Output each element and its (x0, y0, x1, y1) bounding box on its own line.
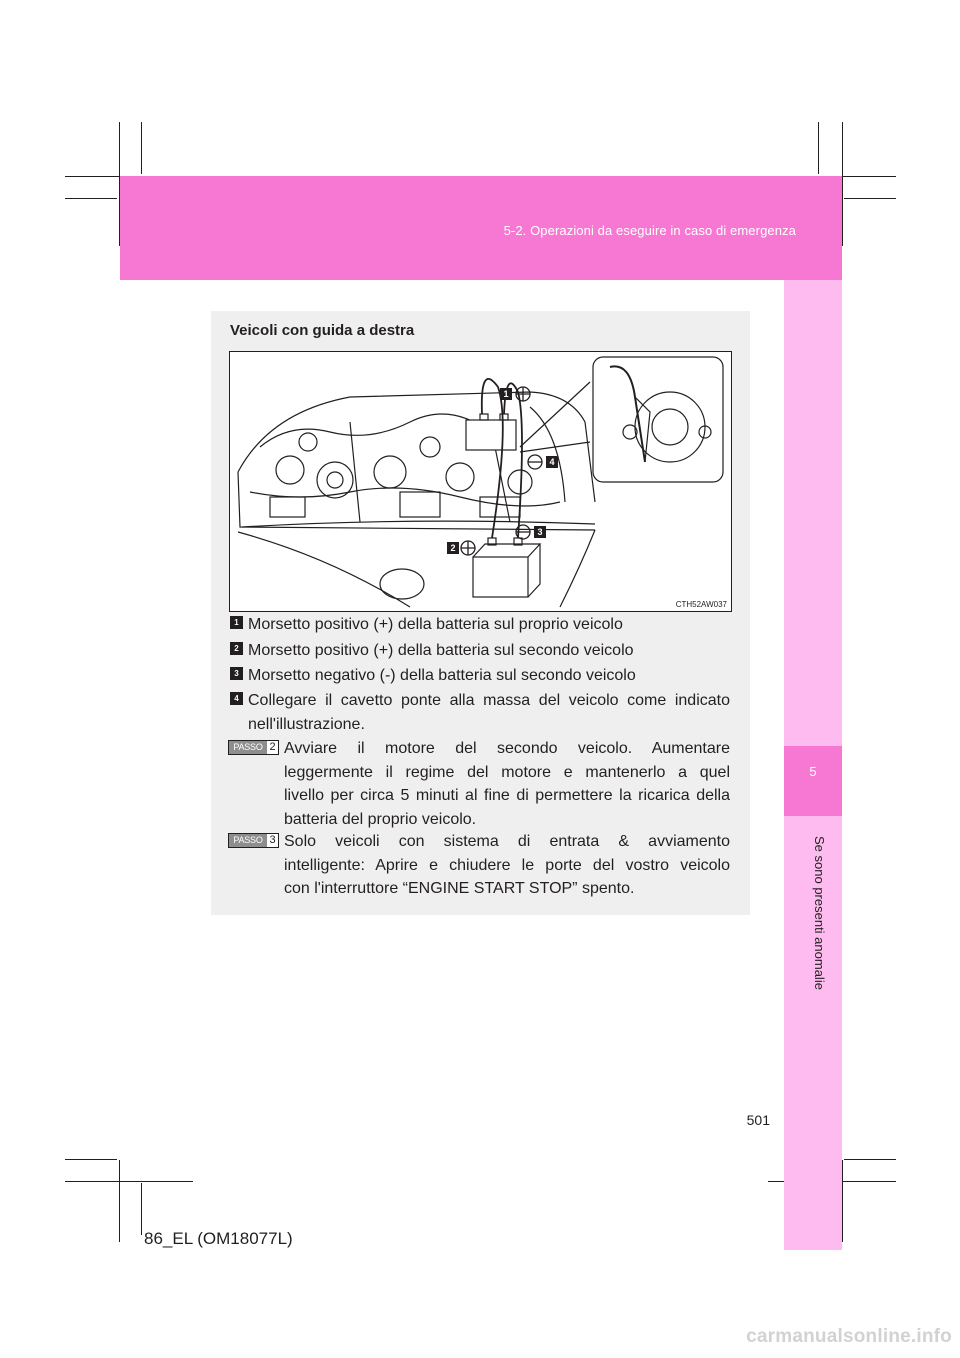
section-header (120, 176, 842, 280)
step-text (284, 737, 730, 831)
text-line: livello per circa 5 minuti al fine di permettere la ricarica della (284, 787, 730, 804)
page-number: 501 (746, 1112, 770, 1128)
svg-text:2: 2 (450, 543, 456, 553)
callout-text: Morsetto positivo (+) della batteria sul secondo veicolo (248, 642, 634, 659)
chapter-tab[interactable] (784, 746, 842, 816)
callout-number-badge: 4 (230, 692, 243, 705)
crop-mark (842, 122, 843, 246)
figure-code: CTH52AW037 (675, 600, 727, 609)
callout-item (230, 613, 730, 637)
step-text (284, 830, 730, 901)
step-word: PASSO (229, 741, 267, 754)
crop-mark (141, 122, 142, 174)
section-title: 5-2. Operazioni da eseguire in caso di emergenza (503, 223, 796, 238)
crop-mark (844, 198, 896, 199)
crop-mark (119, 1160, 120, 1242)
step-badge (228, 833, 279, 848)
callout-number-badge: 3 (230, 667, 243, 680)
step-badge (228, 740, 279, 755)
crop-mark (842, 1160, 843, 1242)
chapter-title: Se sono presenti anomalie (812, 836, 827, 990)
engine-bay-drawing (230, 352, 731, 611)
watermark: carmanualsonline.info (746, 1326, 952, 1347)
text-line: leggermente il regime del motore e mantenerlo a quel (284, 763, 730, 781)
crop-mark (141, 1183, 142, 1235)
step-3 (228, 830, 730, 902)
callout-text (248, 689, 730, 737)
text-line: batteria del proprio veicolo. (284, 810, 477, 828)
step-number: 3 (269, 834, 276, 846)
callout-item (230, 689, 730, 737)
text-line: intelligente: Aprire e chiudere le porte del vostro veicolo (284, 856, 730, 874)
document-code: 86_EL (OM18077L) (144, 1229, 293, 1248)
crop-mark (818, 122, 819, 174)
svg-text:4: 4 (549, 457, 555, 467)
text-line: Solo veicoli con sistema di entrata & avviamento (284, 833, 730, 850)
crop-mark (65, 1181, 193, 1182)
svg-text:3: 3 (537, 527, 543, 537)
text-line: Collegare il cavetto ponte alla massa del veicolo come indicato (248, 692, 730, 709)
crop-mark (65, 198, 117, 199)
callout-item (230, 664, 730, 688)
text-line: con l'interruttore “ENGINE START STOP” spento. (284, 880, 635, 897)
step-word: PASSO (229, 834, 267, 847)
crop-mark (844, 1159, 896, 1160)
callout-text: Morsetto positivo (+) della batteria sul proprio veicolo (248, 616, 623, 633)
step-2 (228, 737, 730, 833)
box-heading: Veicoli con guida a destra (230, 322, 415, 339)
jump-start-illustration (229, 351, 732, 612)
step-number: 2 (269, 741, 276, 753)
crop-mark (65, 1159, 117, 1160)
callout-number-badge: 2 (230, 642, 243, 655)
text-line: nell'illustrazione. (248, 716, 365, 733)
chapter-number: 5 (809, 764, 817, 779)
svg-text:1: 1 (503, 389, 509, 399)
callout-item (230, 639, 730, 663)
callout-text: Morsetto negativo (-) della batteria sul secondo veicolo (248, 667, 636, 684)
text-line: Avviare il motore del secondo veicolo. Aumentare (284, 740, 730, 757)
callout-number-badge: 1 (230, 616, 243, 629)
